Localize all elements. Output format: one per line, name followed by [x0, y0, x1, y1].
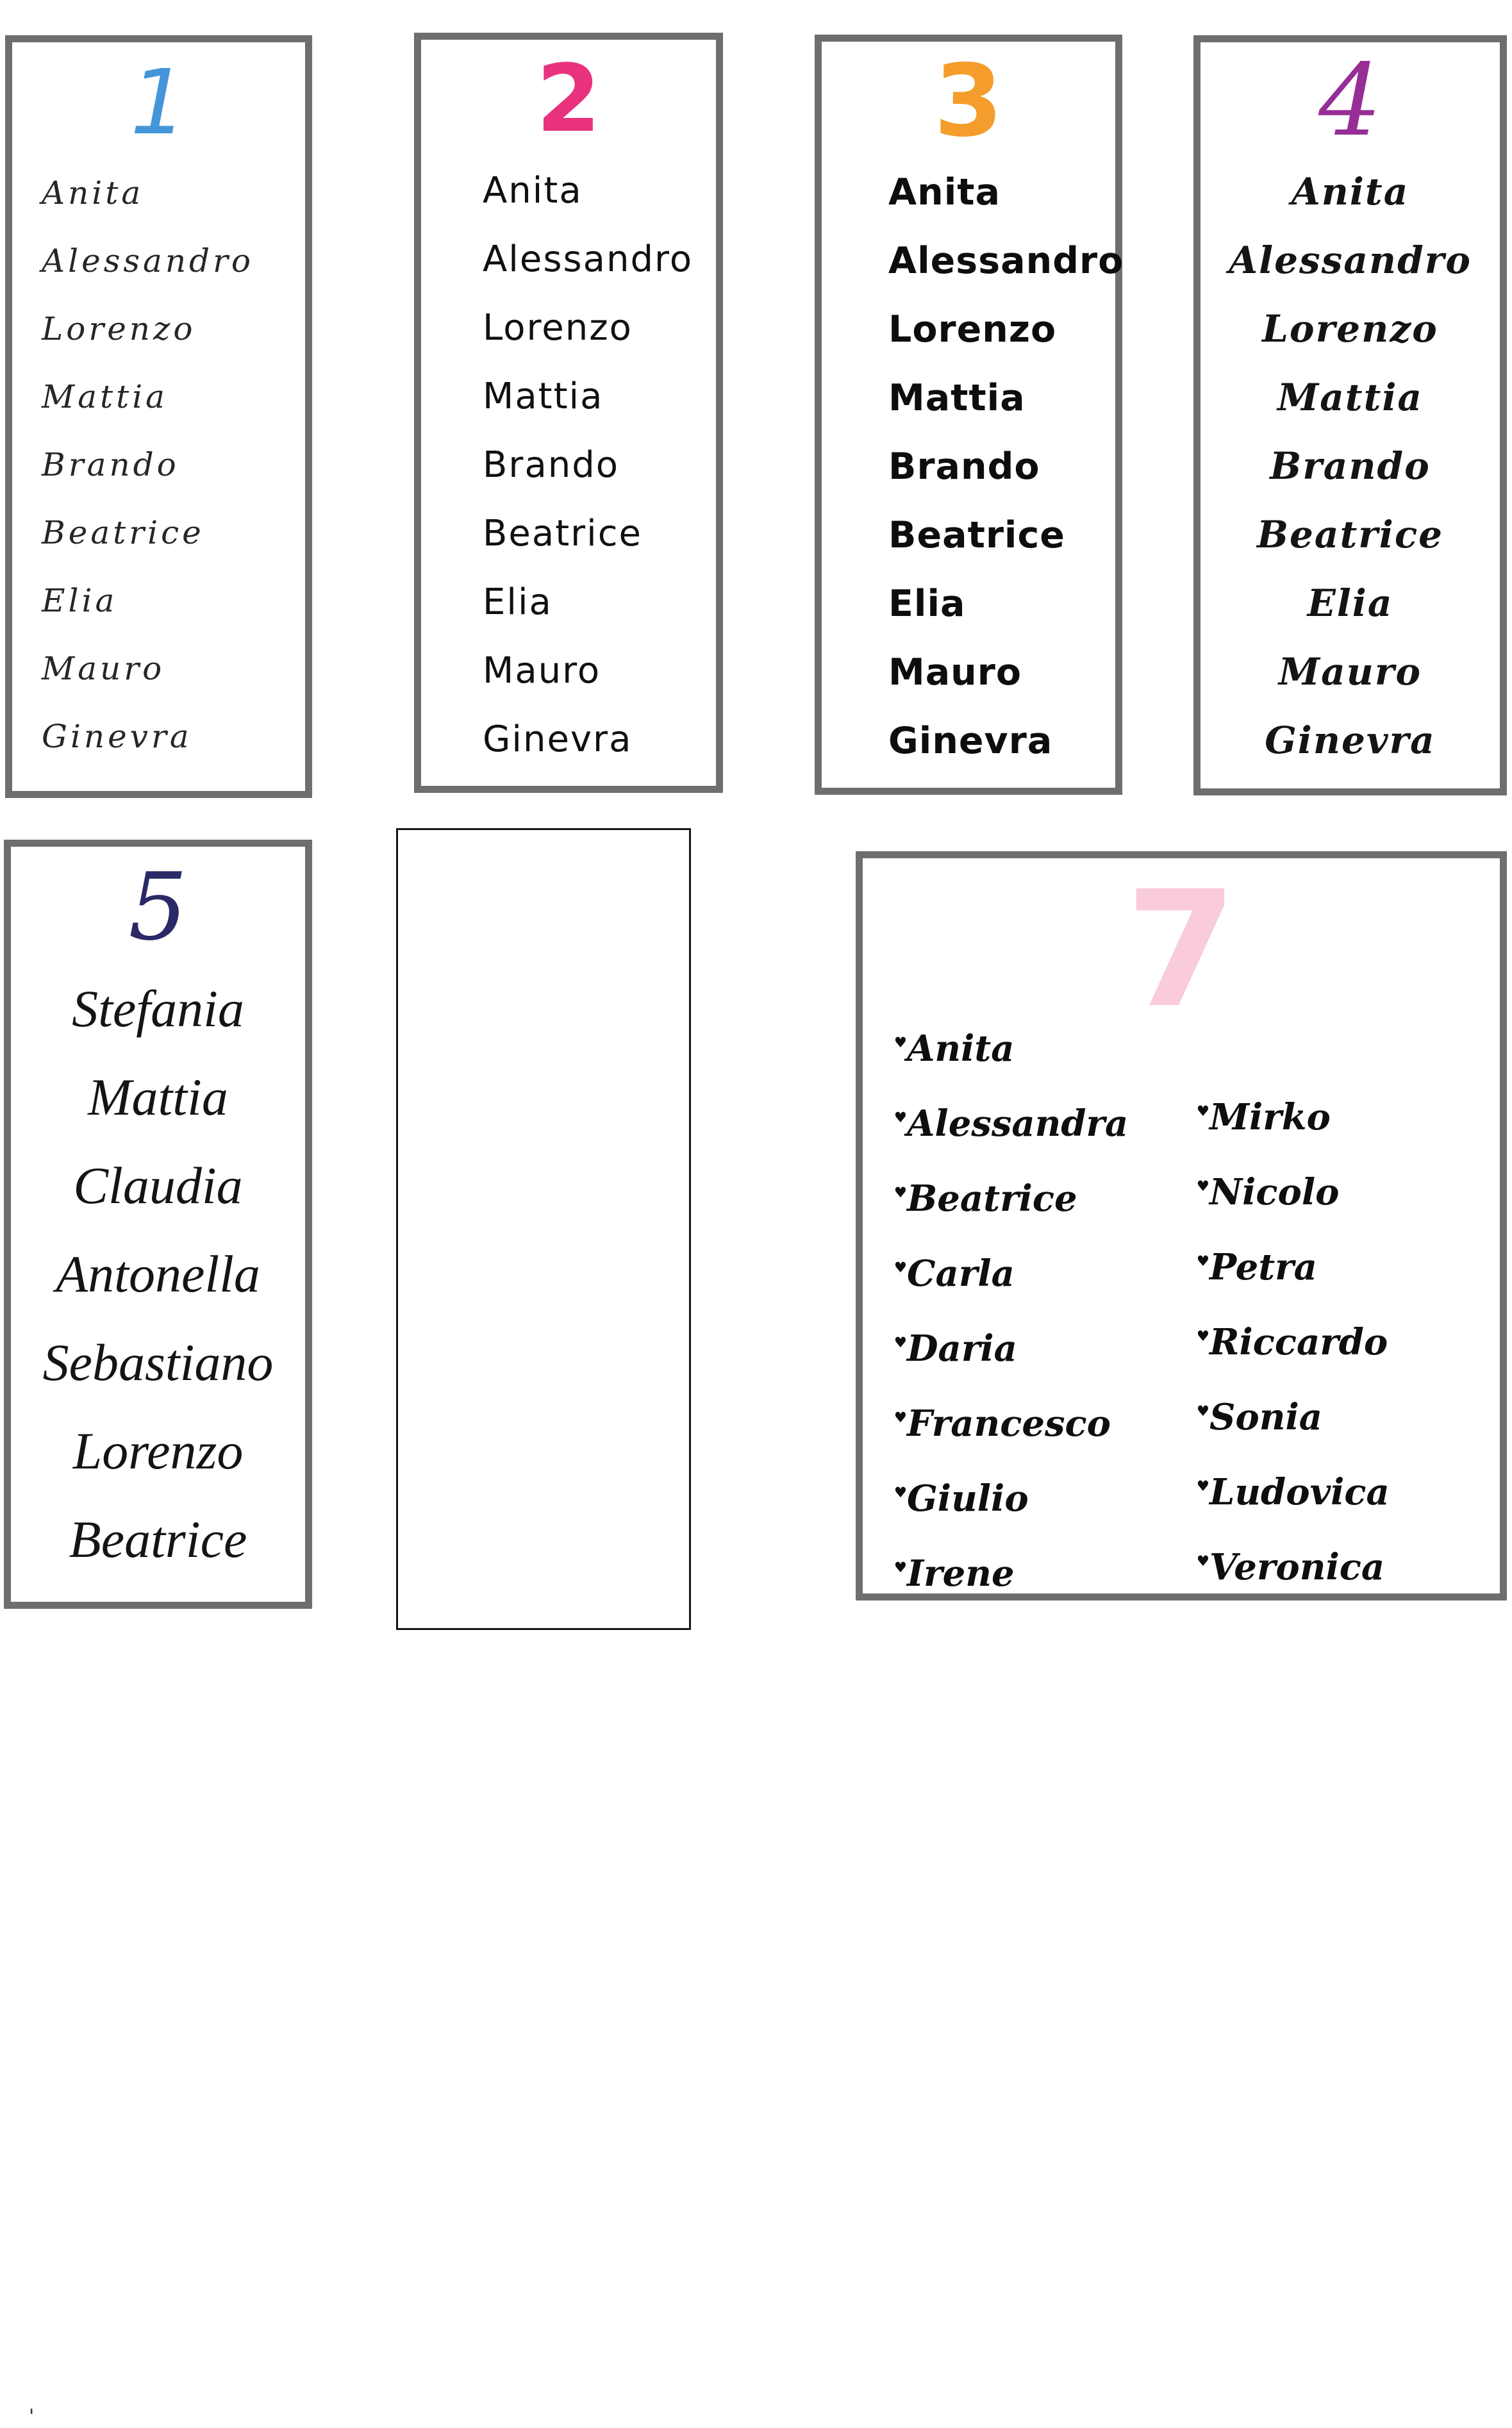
sample-name: Antonella [56, 1245, 260, 1303]
sample-name: Claudia [73, 1156, 243, 1215]
sample-name: ♥ Petra [1197, 1234, 1390, 1309]
panel-3-name-list [822, 158, 1124, 776]
font-sample-panel-5 [4, 840, 312, 2428]
sample-name: ♥ Mirko [1197, 1084, 1390, 1159]
sample-name: Ginevra [483, 719, 633, 760]
panel-2-name-list [421, 156, 716, 774]
sample-name: Ginevra [1265, 719, 1436, 762]
sample-name: Mauro [483, 650, 601, 692]
sample-name: Mattia [888, 377, 1026, 419]
sample-name: Lorenzo [1262, 307, 1438, 351]
sample-name: Anita [888, 171, 1001, 213]
sample-name: ♥ Alessandra [895, 1090, 1128, 1165]
font-sample-panel-3 [815, 35, 1122, 795]
panel-3-number: 3 [934, 43, 1003, 159]
sample-name: ♥ Veronica [1197, 1534, 1390, 1609]
sample-name: Beatrice [69, 1510, 247, 1568]
sample-name: Brando [888, 445, 1040, 488]
sample-name: Beatrice [483, 513, 642, 554]
sample-name: Stefania [72, 979, 244, 1038]
sample-name: Beatrice [1256, 513, 1444, 556]
sample-name: ♥ Daria [895, 1315, 1128, 1390]
sample-name: Lorenzo [888, 308, 1057, 351]
sample-name: Mattia [88, 1068, 228, 1126]
sample-name: Lorenzo [483, 307, 633, 349]
sample-name: Mauro [1278, 650, 1422, 694]
sample-name: ♥ Giulio [895, 1465, 1128, 1540]
sample-name: ♥ Carla [895, 1240, 1128, 1315]
sample-name: Brando [483, 444, 620, 486]
sample-name: Mauro [42, 650, 165, 687]
stray-mark: ' [29, 2406, 35, 2428]
sample-name: Mattia [1277, 376, 1423, 419]
panel-2-number: 2 [536, 45, 601, 153]
panel-5-number: 5 [128, 853, 188, 961]
sample-name: Elia [483, 581, 552, 623]
panel-7-number: 7 [1126, 856, 1237, 1043]
sample-name: ♥ Beatrice [895, 1165, 1128, 1240]
sample-name: ♥ Sonia [1197, 1384, 1390, 1459]
sample-name: Sebastiano [42, 1333, 274, 1392]
sample-name: ♥ Francesco [895, 1390, 1128, 1465]
panel-7-name-list-left [895, 1015, 1128, 1615]
sample-name: Brando [42, 446, 179, 483]
sample-name: Anita [42, 174, 144, 212]
sample-name: Elia [42, 582, 118, 619]
sample-name: Mauro [888, 651, 1022, 694]
sample-name: Ginevra [42, 718, 192, 755]
sample-name: Alessandro [483, 238, 694, 280]
font-sample-panel-2 [414, 33, 723, 793]
panel-1-number: 1 [129, 51, 188, 155]
sample-name: Brando [1270, 444, 1431, 488]
font-sample-panel-1 [5, 35, 312, 798]
panel-5-name-list [11, 965, 305, 1584]
sample-name: ♥ Anita [895, 1015, 1128, 1090]
sample-name: Mattia [483, 376, 604, 417]
sample-name: Ginevra [888, 720, 1053, 762]
sample-name: Lorenzo [72, 1422, 244, 1480]
sample-name: ♥ Nicolo [1197, 1159, 1390, 1234]
sample-name: Elia [1307, 581, 1393, 625]
empty-panel-6 [396, 828, 691, 1630]
sample-name: ♥ Irene [895, 1540, 1128, 1615]
sample-name: Elia [888, 583, 966, 625]
panel-4-number: 4 [1318, 42, 1382, 158]
sample-name: ♥ Riccardo [1197, 1309, 1390, 1384]
sample-name: Alessandro [1229, 238, 1472, 282]
panel-4-name-list [1200, 158, 1500, 775]
sample-name: Beatrice [42, 514, 204, 551]
sample-name: Alessandro [888, 240, 1124, 282]
panel-1-name-list [12, 159, 305, 770]
sample-name: ♥ Ludovica [1197, 1459, 1390, 1534]
sample-name: Mattia [42, 378, 168, 415]
font-sample-panel-4 [1193, 35, 1507, 795]
sample-name: Lorenzo [42, 310, 196, 347]
font-sample-panel-7 [856, 851, 1507, 1601]
sample-name: Alessandro [42, 242, 254, 279]
sample-name: Anita [483, 170, 583, 212]
sample-name: Anita [1291, 170, 1409, 213]
panel-7-name-list-right [1197, 1084, 1390, 1609]
sample-name: Beatrice [888, 514, 1065, 556]
